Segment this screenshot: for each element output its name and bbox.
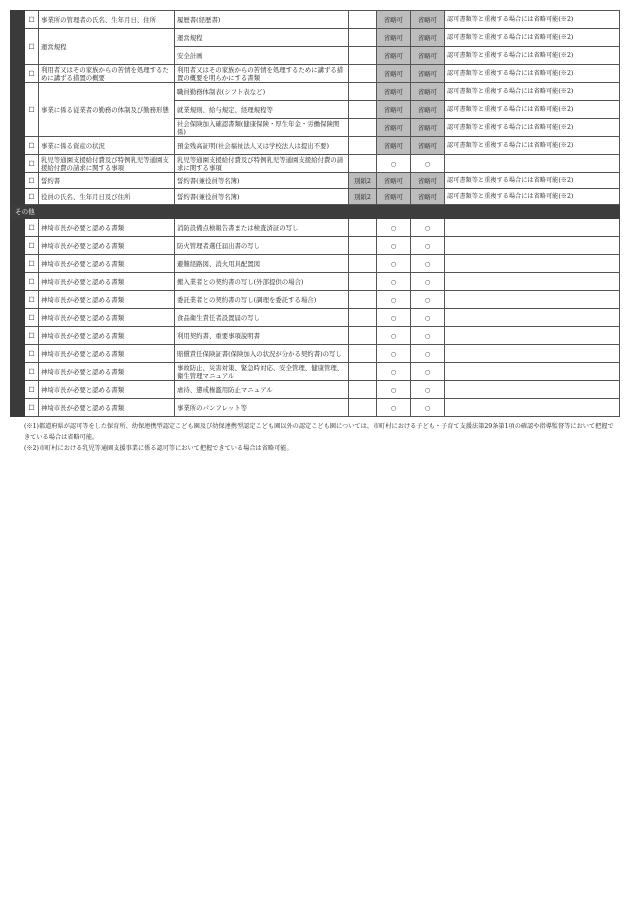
remarks-cell: 認可書類等と重複する場合には省略可能(※2) <box>445 101 620 119</box>
footnote-1: (※1)都道府県が認可等をした保育所、幼保連携型認定こども園及び幼保連携型認定こども園以外の認定こども園については、市町村における子ども・子育て支援法第29条第1項の確認や指導監督等において把握できている場合は省略可能。 <box>24 423 614 441</box>
table-row <box>11 381 620 399</box>
document-name: 社会保険加入確認書類(健康保険・厚生年金・労働保険関係) <box>175 119 349 137</box>
document-sheet <box>10 10 619 454</box>
remarks-cell <box>445 155 620 173</box>
document-name: 運営規程 <box>175 29 349 47</box>
document-name: 誓約書(兼役員等名簿) <box>175 173 349 189</box>
status-cell: ○ <box>377 291 411 309</box>
item-label: 神埼市長が必要と認める書類 <box>39 399 175 417</box>
status-cell: 省略可 <box>411 47 445 65</box>
status-cell: ○ <box>377 381 411 399</box>
checkbox[interactable]: ☐ <box>25 363 39 381</box>
item-label: 神埼市長が必要と認める書類 <box>39 327 175 345</box>
attachment-ref <box>349 363 377 381</box>
table-row <box>11 83 620 101</box>
checkbox[interactable]: ☐ <box>25 137 39 155</box>
status-cell: 省略可 <box>411 189 445 205</box>
remarks-cell: 認可書類等と重複する場合には省略可能(※2) <box>445 11 620 29</box>
document-name: 防火管理者選任届出書の写し <box>175 237 349 255</box>
status-cell: 省略可 <box>377 119 411 137</box>
checkbox[interactable]: ☐ <box>25 11 39 29</box>
status-cell: ○ <box>411 381 445 399</box>
status-cell: ○ <box>377 155 411 173</box>
status-cell: ○ <box>377 327 411 345</box>
remarks-cell <box>445 273 620 291</box>
attachment-ref <box>349 291 377 309</box>
table-row <box>11 11 620 29</box>
item-label: 誓約書 <box>39 173 175 189</box>
status-cell: ○ <box>411 291 445 309</box>
status-cell: ○ <box>411 273 445 291</box>
checkbox[interactable]: ☐ <box>25 219 39 237</box>
status-cell: ○ <box>411 345 445 363</box>
section-title: その他 <box>11 205 620 219</box>
status-cell: ○ <box>377 309 411 327</box>
table-row <box>11 345 620 363</box>
status-cell: ○ <box>377 237 411 255</box>
item-label: 神埼市長が必要と認める書類 <box>39 219 175 237</box>
checkbox[interactable]: ☐ <box>25 189 39 205</box>
status-cell: 省略可 <box>377 11 411 29</box>
document-name: 履歴書(経歴書) <box>175 11 349 29</box>
remarks-cell <box>445 219 620 237</box>
remarks-cell <box>445 327 620 345</box>
item-label: 利用者又はその家族からの苦情を処理するために講ずる措置の概要 <box>39 65 175 83</box>
item-label: 神埼市長が必要と認める書類 <box>39 291 175 309</box>
document-name: 賠償責任保険証書(保険加入の状況が分かる契約書)の写し <box>175 345 349 363</box>
status-cell: 省略可 <box>411 65 445 83</box>
item-label: 乳児等通園支援給付費及び特例乳児等通園支援給付費の請求に関する事項 <box>39 155 175 173</box>
document-name: 就業規則、給与規定、経理規程等 <box>175 101 349 119</box>
status-cell: 省略可 <box>377 29 411 47</box>
remarks-cell: 認可書類等と重複する場合には省略可能(※2) <box>445 173 620 189</box>
attachment-ref <box>349 137 377 155</box>
footnotes <box>10 421 619 454</box>
item-label: 神埼市長が必要と認める書類 <box>39 309 175 327</box>
document-name: 避難経路図、消火用具配置図 <box>175 255 349 273</box>
item-label: 神埼市長が必要と認める書類 <box>39 381 175 399</box>
status-cell: ○ <box>411 363 445 381</box>
attachment-ref <box>349 83 377 101</box>
status-cell: ○ <box>411 237 445 255</box>
status-cell: 省略可 <box>411 137 445 155</box>
status-cell: ○ <box>411 255 445 273</box>
document-name: 預金残高証明(社会福祉法人又は学校法人は提出不要) <box>175 137 349 155</box>
table-row <box>11 255 620 273</box>
status-cell: ○ <box>377 399 411 417</box>
status-cell: 省略可 <box>411 173 445 189</box>
remarks-cell: 認可書類等と重複する場合には省略可能(※2) <box>445 65 620 83</box>
remarks-cell <box>445 345 620 363</box>
checkbox[interactable]: ☐ <box>25 29 39 65</box>
remarks-cell: 認可書類等と重複する場合には省略可能(※2) <box>445 83 620 101</box>
status-cell: 省略可 <box>377 189 411 205</box>
remarks-cell: 認可書類等と重複する場合には省略可能(※2) <box>445 29 620 47</box>
checkbox[interactable]: ☐ <box>25 155 39 173</box>
item-label: 神埼市長が必要と認める書類 <box>39 363 175 381</box>
status-cell: ○ <box>377 255 411 273</box>
status-cell: ○ <box>411 155 445 173</box>
document-name: 消防設備点検報告書または検査済証の写し <box>175 219 349 237</box>
checkbox[interactable]: ☐ <box>25 345 39 363</box>
attachment-ref: 別紙2 <box>349 173 377 189</box>
status-cell: 省略可 <box>377 83 411 101</box>
attachment-ref <box>349 237 377 255</box>
checkbox[interactable]: ☐ <box>25 381 39 399</box>
status-cell: 省略可 <box>377 65 411 83</box>
status-cell: 省略可 <box>377 101 411 119</box>
item-label: 神埼市長が必要と認める書類 <box>39 273 175 291</box>
document-name: 乳児等通園支援給付費及び特例乳児等通園支援給付費の請求に関する事項 <box>175 155 349 173</box>
checkbox[interactable]: ☐ <box>25 65 39 83</box>
requirements-table <box>10 10 620 417</box>
table-row <box>11 399 620 417</box>
item-label: 神埼市長が必要と認める書類 <box>39 237 175 255</box>
table-row <box>11 237 620 255</box>
remarks-cell <box>445 399 620 417</box>
status-cell: 省略可 <box>411 119 445 137</box>
table-row <box>11 137 620 155</box>
document-name: 安全計画 <box>175 47 349 65</box>
document-name: 誓約書(兼役員等名簿) <box>175 189 349 205</box>
checkbox[interactable]: ☐ <box>25 273 39 291</box>
checkbox[interactable]: ☐ <box>25 309 39 327</box>
attachment-ref <box>349 399 377 417</box>
item-label: 事業所の管理者の氏名、生年月日、住所 <box>39 11 175 29</box>
status-cell: ○ <box>411 327 445 345</box>
checkbox[interactable]: ☐ <box>25 83 39 137</box>
document-name: 事業所のパンフレット等 <box>175 399 349 417</box>
document-name: 虐待、懲戒権濫用防止マニュアル <box>175 381 349 399</box>
section-header-row <box>11 205 620 219</box>
attachment-ref <box>349 101 377 119</box>
attachment-ref <box>349 47 377 65</box>
status-cell: 省略可 <box>411 11 445 29</box>
table-row <box>11 327 620 345</box>
status-cell: 省略可 <box>411 83 445 101</box>
attachment-ref <box>349 11 377 29</box>
item-label: 神埼市長が必要と認める書類 <box>39 255 175 273</box>
attachment-ref: 別紙2 <box>349 189 377 205</box>
status-cell: ○ <box>411 219 445 237</box>
left-section-bar <box>11 219 25 417</box>
table-row <box>11 219 620 237</box>
item-label: 神埼市長が必要と認める書類 <box>39 345 175 363</box>
status-cell: ○ <box>377 273 411 291</box>
document-name: 搬入業者との契約書の写し(外部提供の場合) <box>175 273 349 291</box>
table-row <box>11 65 620 83</box>
document-name: 職員勤務体制表(シフト表など) <box>175 83 349 101</box>
checkbox[interactable]: ☐ <box>25 399 39 417</box>
remarks-cell <box>445 255 620 273</box>
table-row <box>11 155 620 173</box>
remarks-cell: 認可書類等と重複する場合には省略可能(※2) <box>445 119 620 137</box>
remarks-cell: 認可書類等と重複する場合には省略可能(※2) <box>445 137 620 155</box>
attachment-ref <box>349 119 377 137</box>
attachment-ref <box>349 255 377 273</box>
item-label: 事業に係る従業者の勤務の体制及び勤務形態 <box>39 83 175 137</box>
attachment-ref <box>349 381 377 399</box>
attachment-ref <box>349 155 377 173</box>
table-row <box>11 363 620 381</box>
checkbox[interactable]: ☐ <box>25 173 39 189</box>
remarks-cell: 認可書類等と重複する場合には省略可能(※2) <box>445 47 620 65</box>
status-cell: ○ <box>377 363 411 381</box>
status-cell: 省略可 <box>411 101 445 119</box>
document-name: 委託業者との契約書の写し(調理を委託する場合) <box>175 291 349 309</box>
status-cell: ○ <box>411 309 445 327</box>
remarks-cell <box>445 237 620 255</box>
attachment-ref <box>349 219 377 237</box>
table-row <box>11 291 620 309</box>
table-row <box>11 189 620 205</box>
status-cell: ○ <box>377 219 411 237</box>
attachment-ref <box>349 29 377 47</box>
attachment-ref <box>349 309 377 327</box>
status-cell: 省略可 <box>377 173 411 189</box>
table-row <box>11 29 620 47</box>
checkbox[interactable]: ☐ <box>25 327 39 345</box>
attachment-ref <box>349 327 377 345</box>
document-name: 利用契約書、重要事項説明書 <box>175 327 349 345</box>
footnote-2: (※2)市町村における乳児等通園支援事業に係る認可等において把握できている場合は省略可能。 <box>24 445 293 452</box>
remarks-cell <box>445 309 620 327</box>
checkbox[interactable]: ☐ <box>25 291 39 309</box>
attachment-ref <box>349 345 377 363</box>
remarks-cell: 認可書類等と重複する場合には省略可能(※2) <box>445 189 620 205</box>
table-row <box>11 173 620 189</box>
document-name: 食品衛生責任者設置届の写し <box>175 309 349 327</box>
document-name: 利用者又はその家族からの苦情を処理するために講ずる措置の概要を明らかにする書類 <box>175 65 349 83</box>
item-label: 事業に係る資産の状況 <box>39 137 175 155</box>
item-label: 運営規程 <box>39 29 175 65</box>
remarks-cell <box>445 381 620 399</box>
document-name: 事故防止、災害対策、緊急時対応、安全管理、健康管理、衛生管理マニュアル <box>175 363 349 381</box>
attachment-ref <box>349 273 377 291</box>
checkbox[interactable]: ☐ <box>25 237 39 255</box>
checkbox[interactable]: ☐ <box>25 255 39 273</box>
remarks-cell <box>445 363 620 381</box>
status-cell: 省略可 <box>411 29 445 47</box>
status-cell: ○ <box>377 345 411 363</box>
status-cell: 省略可 <box>377 47 411 65</box>
attachment-ref <box>349 65 377 83</box>
table-row <box>11 309 620 327</box>
status-cell: 省略可 <box>377 137 411 155</box>
status-cell: ○ <box>411 399 445 417</box>
item-label: 役員の氏名、生年月日及び住所 <box>39 189 175 205</box>
requirements-table-body <box>11 11 620 417</box>
table-row <box>11 273 620 291</box>
left-section-bar <box>11 11 25 205</box>
remarks-cell <box>445 291 620 309</box>
